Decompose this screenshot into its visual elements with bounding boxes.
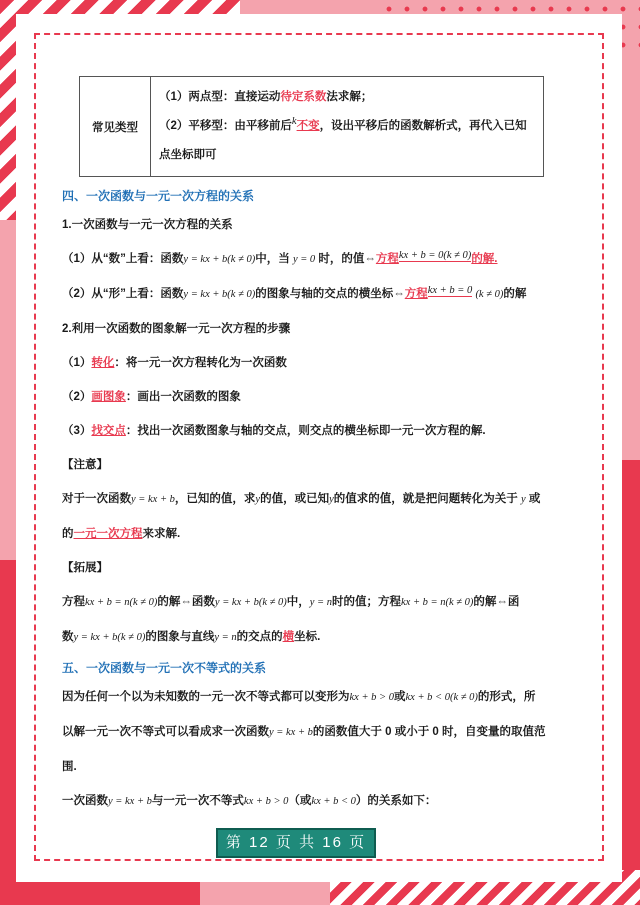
- extension-body: 方程kx + b = n(k ≠ 0)的解⇔函数y = kx + b(k ≠ 0)中，y = n时的值；方程kx + b = n(k ≠ 0)的解⇔函 数y = kx + b(k ≠ 0)的图象与直线y = n的交点的横坐标.: [62, 596, 520, 643]
- section4-title: 四、一次函数与一元一次方程的关系: [62, 189, 255, 203]
- extension-title: 【拓展】: [62, 562, 108, 574]
- step-1: （1）转化：将一元一次方程转化为一次函数: [62, 357, 287, 369]
- section5-para1: 因为任何一个以为未知数的一元一次不等式都可以变形为kx + b > 0或kx + b < 0(k ≠ 0)的形式，所 以解一元一次不等式可以看成求一次函数y = kx + b的函数值大于 0 或小于 0 时，自变量的取值范 围.: [62, 691, 546, 773]
- section5-title: 五、一次函数与一元一次不等式的关系: [62, 661, 267, 675]
- section4-sub2: 2.利用一次函数的图象解一元一次方程的步骤: [62, 323, 291, 335]
- info-table: [79, 76, 544, 177]
- type-label-cell: 常见类型: [80, 77, 151, 177]
- step-2: （2）画图象：画出一次函数的图象: [62, 391, 241, 403]
- note-title: 【注意】: [62, 459, 108, 471]
- section4-sub1: 1.一次函数与一元一次方程的关系: [62, 219, 233, 231]
- note-body: 对于一次函数y = kx + b，已知的值，求y的值，或已知y的值求的值，就是把问题转化为关于 y 或 的一元一次方程来求解.: [62, 493, 541, 540]
- highlight-unchanged: 不变: [296, 120, 320, 132]
- highlight-undetermined-coefficients: 待定系数: [280, 91, 327, 103]
- section5-para2: 一次函数y = kx + b与一元一次不等式kx + b > 0（或kx + b < 0）的关系如下：: [62, 795, 437, 807]
- table-row-translation: （2）平移型：由平移前后k不变，设出平移后的函数解析式，再代入已知点坐标即可: [159, 116, 527, 161]
- page-number-badge: 第 12 页 共 16 页: [216, 828, 376, 858]
- step-3: （3）找交点：找出一次函数图象与轴的交点，则交点的横坐标即一元一次方程的解.: [62, 425, 486, 437]
- table-row-two-point: （1）两点型：直接运动待定系数法求解；: [159, 91, 373, 103]
- type-content-cell: [151, 77, 544, 177]
- section4-line1: （1）从“数”上看：函数y = kx + b(k ≠ 0)中，当 y = 0 时，的值⇔方程kx + b = 0(k ≠ 0)的解.: [62, 250, 498, 265]
- section4-line2: （2）从“形”上看：函数y = kx + b(k ≠ 0)的图象与轴的交点的横坐标⇔方程kx + b = 0 (k ≠ 0)的解: [62, 285, 527, 300]
- document-content: [62, 76, 552, 819]
